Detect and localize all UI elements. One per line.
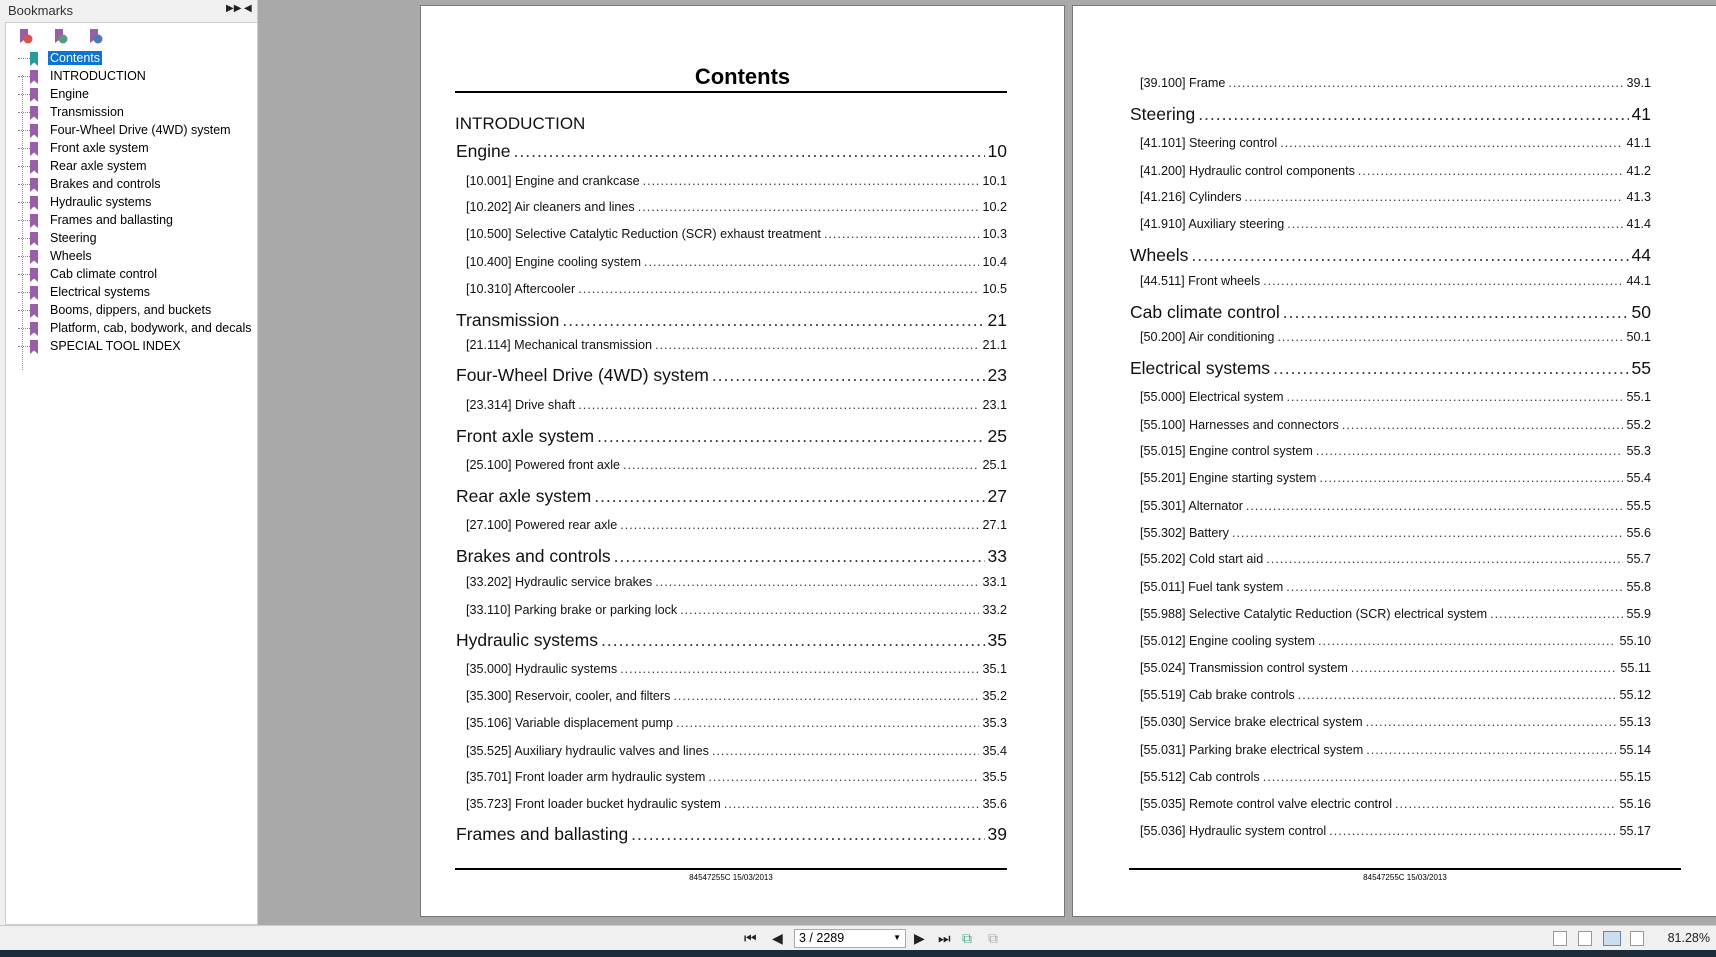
- toc-entry-title: [27.100] Powered rear axle: [466, 518, 618, 533]
- bookmark-item[interactable]: [6, 140, 256, 158]
- toc-entry-title: Hydraulic systems: [456, 630, 598, 651]
- toc-section[interactable]: [1140, 580, 1651, 594]
- leader-dots: [1277, 330, 1623, 344]
- toc-section[interactable]: [466, 689, 1007, 703]
- toc-page-number: 55.15: [1619, 770, 1651, 785]
- leader-dots: [1191, 245, 1628, 266]
- toc-page-number: 55.17: [1619, 823, 1651, 838]
- bookmark-item[interactable]: [6, 50, 256, 68]
- toc-section[interactable]: [1140, 499, 1651, 513]
- toc-section[interactable]: [1140, 164, 1651, 178]
- leader-dots: [1283, 302, 1629, 323]
- toc-page-number: 44: [1631, 245, 1651, 266]
- toc-entry-title: [41.200] Hydraulic control components: [1140, 163, 1355, 178]
- leader-dots: [1286, 580, 1623, 594]
- bookmark-icon: [30, 106, 38, 120]
- toc-entry-title: Frames and ballasting: [456, 824, 629, 845]
- first-page-button[interactable]: ⏮: [744, 930, 757, 946]
- toc-section[interactable]: [466, 200, 1007, 214]
- toc-page-number: 10.1: [982, 173, 1007, 188]
- toc-page-number: 27.1: [982, 518, 1007, 533]
- bookmark-label: Brakes and controls: [50, 177, 161, 191]
- expand-panel-icon[interactable]: ▶▶: [226, 3, 242, 14]
- toc-entry-title: Electrical systems: [1130, 357, 1271, 378]
- toc-chapter[interactable]: [1130, 302, 1651, 323]
- bookmark-icon: [30, 214, 38, 228]
- toc-page-number: 55.1: [1626, 390, 1651, 405]
- leader-dots: [1287, 217, 1623, 231]
- toc-entry-title: [35.000] Hydraulic systems: [466, 661, 618, 676]
- toc-section[interactable]: [1140, 274, 1651, 288]
- toc-section[interactable]: [1140, 552, 1651, 566]
- toc-page-number: 39: [987, 824, 1007, 845]
- leader-dots: [631, 824, 984, 845]
- leader-dots: [1232, 526, 1624, 540]
- bookmark-label: Engine: [50, 87, 89, 101]
- toc-page-number: 41.2: [1626, 163, 1651, 178]
- toc-entry-title: [55.011] Fuel tank system: [1140, 579, 1284, 594]
- toc-entry-title: [10.500] Selective Catalytic Reduction (SCR) exhaust treatment: [466, 227, 821, 242]
- bookmark-label: SPECIAL TOOL INDEX: [50, 339, 181, 353]
- bookmark-item[interactable]: [6, 230, 256, 248]
- bookmark-item[interactable]: [6, 284, 256, 302]
- toc-chapter[interactable]: [456, 141, 1007, 162]
- page-footer: 84547255C 15/03/2013: [689, 873, 773, 882]
- toc-page-number: 33.2: [982, 602, 1007, 617]
- last-page-button[interactable]: ⏭: [938, 930, 951, 946]
- leader-dots: [1329, 824, 1616, 838]
- toc-section[interactable]: [466, 227, 1007, 241]
- collapse-panel-icon[interactable]: ◀: [244, 3, 252, 14]
- bookmark-icon: [30, 340, 38, 354]
- toc-entry-title: [10.400] Engine cooling system: [466, 254, 642, 269]
- toc-page-number: 41.3: [1626, 190, 1651, 205]
- toc-section[interactable]: [1140, 76, 1651, 90]
- zoom-level[interactable]: 81.28%: [1667, 931, 1710, 945]
- bookmark-label: Four-Wheel Drive (4WD) system: [50, 123, 231, 137]
- toc-page-number: 35.2: [982, 689, 1007, 704]
- page-number-field[interactable]: [794, 929, 906, 948]
- toc-chapter[interactable]: [456, 365, 1007, 386]
- toc-entry-title: [41.101] Steering control: [1140, 136, 1278, 151]
- toc-section[interactable]: [466, 458, 1007, 472]
- toc-chapter[interactable]: [1130, 104, 1651, 125]
- toc-entry-title: Front axle system: [456, 425, 595, 446]
- leader-dots: [676, 716, 979, 730]
- bookmark-item[interactable]: [6, 338, 256, 356]
- toc-entry-title: [10.310] Aftercooler: [466, 282, 576, 297]
- toc-section[interactable]: [466, 255, 1007, 269]
- toc-section[interactable]: [466, 575, 1007, 589]
- pdf-page-right: [1072, 5, 1716, 917]
- leader-dots: [655, 575, 979, 589]
- toc-entry-title: Transmission: [456, 309, 560, 330]
- toc-page-number: 35: [987, 630, 1007, 651]
- bookmark-item[interactable]: [6, 158, 256, 176]
- delete-bookmark-icon[interactable]: [18, 29, 32, 45]
- bookmark-icon: [30, 52, 38, 66]
- toc-section[interactable]: [466, 518, 1007, 532]
- leader-dots: [680, 603, 979, 617]
- bookmarks-header: [0, 0, 257, 22]
- toc-entry-title: [35.525] Auxiliary hydraulic valves and lines: [466, 743, 709, 758]
- toc-section[interactable]: [1140, 797, 1651, 811]
- leader-dots: [1263, 274, 1623, 288]
- dropdown-arrow-icon[interactable]: ▼: [893, 933, 901, 942]
- toc-page-number: 55.5: [1626, 498, 1651, 513]
- toc-page-number: 55.9: [1626, 607, 1651, 622]
- leader-dots: [644, 255, 979, 269]
- toc-introduction[interactable]: INTRODUCTION: [455, 114, 586, 133]
- next-page-button[interactable]: ▶: [914, 930, 925, 946]
- toc-page-number: 55.6: [1626, 526, 1651, 541]
- toc-page-number: 55.11: [1620, 660, 1651, 675]
- toc-section[interactable]: [1140, 190, 1651, 204]
- bookmark-label: Cab climate control: [50, 267, 157, 281]
- toc-page-number: 41.1: [1626, 136, 1651, 151]
- toc-entry-title: [55.201] Engine starting system: [1140, 471, 1317, 486]
- bookmark-icon: [30, 178, 38, 192]
- toc-entry-title: Rear axle system: [456, 485, 592, 506]
- bookmark-icon: [30, 142, 38, 156]
- bookmark-icon: [30, 88, 38, 102]
- toc-page-number: 55.7: [1626, 552, 1651, 567]
- toc-entry-title: [33.110] Parking brake or parking lock: [466, 602, 678, 617]
- toc-chapter[interactable]: [456, 426, 1007, 447]
- toc-page-number: 10.4: [982, 254, 1007, 269]
- bookmark-label: Electrical systems: [50, 285, 151, 299]
- toc-page-number: 10.3: [982, 227, 1007, 242]
- bookmark-icon: [30, 124, 38, 138]
- previous-view-icon[interactable]: ⧉: [962, 930, 972, 946]
- toc-entry-title: Four-Wheel Drive (4WD) system: [456, 365, 709, 386]
- toc-page-number: 35.4: [982, 743, 1007, 758]
- toc-page-number: 21: [987, 309, 1007, 330]
- toc-entry-title: Engine: [456, 141, 511, 162]
- toc-section[interactable]: [1140, 330, 1651, 344]
- toc-chapter[interactable]: [456, 310, 1007, 331]
- leader-dots: [1246, 499, 1624, 513]
- toc-page-number: 35.1: [982, 661, 1007, 676]
- toc-entry-title: Steering: [1130, 103, 1196, 124]
- bookmark-label: Front axle system: [50, 141, 149, 155]
- bookmark-icon: [30, 70, 38, 84]
- toc-entry-title: [35.106] Variable displacement pump: [466, 716, 673, 731]
- toc-entry-title: [55.988] Selective Catalytic Reduction (SCR) electrical system: [1140, 607, 1488, 622]
- toc-section[interactable]: [1140, 688, 1651, 702]
- page-footer: 84547255C 15/03/2013: [1363, 873, 1447, 882]
- bookmark-tree: [5, 22, 258, 925]
- toc-section[interactable]: [466, 662, 1007, 676]
- leader-dots: [643, 174, 980, 188]
- bookmark-icon: [30, 322, 38, 336]
- toc-section[interactable]: [1140, 418, 1651, 432]
- facing-view-icon[interactable]: [1603, 931, 1621, 946]
- toc-page-number: 23.1: [982, 398, 1007, 413]
- leader-dots: [712, 365, 985, 386]
- bookmark-icon: [30, 196, 38, 210]
- bookmark-item[interactable]: [6, 86, 256, 104]
- title-rule: [455, 91, 1007, 93]
- toc-page-number: 50.1: [1626, 330, 1651, 345]
- bookmark-item[interactable]: [6, 248, 256, 266]
- leader-dots: [638, 200, 980, 214]
- bookmark-item[interactable]: [6, 212, 256, 230]
- bookmark-label: Transmission: [50, 105, 124, 119]
- toc-page-number: 33.1: [982, 575, 1007, 590]
- leader-dots: [514, 141, 985, 162]
- bookmark-icon: [30, 304, 38, 318]
- bookmark-item[interactable]: [6, 176, 256, 194]
- bookmark-label: Wheels: [50, 249, 92, 263]
- toc-page-number: 10.5: [982, 282, 1007, 297]
- toc-chapter[interactable]: [456, 486, 1007, 507]
- bookmark-icon: [30, 268, 38, 282]
- bookmark-label: Platform, cab, bodywork, and decals: [50, 321, 252, 335]
- leader-dots: [1490, 607, 1623, 621]
- toc-page-number: 41.4: [1626, 217, 1651, 232]
- leader-dots: [1245, 190, 1624, 204]
- toc-chapter[interactable]: [456, 630, 1007, 651]
- bookmark-label: Hydraulic systems: [50, 195, 152, 209]
- toc-entry-title: [35.300] Reservoir, cooler, and filters: [466, 689, 671, 704]
- bookmark-icon: [30, 250, 38, 264]
- toc-page-number: 21.1: [982, 337, 1007, 352]
- leader-dots: [1351, 661, 1618, 675]
- footer-rule: [1129, 868, 1681, 870]
- go-to-bookmark-icon[interactable]: [88, 29, 102, 45]
- toc-entry-title: [35.723] Front loader bucket hydraulic system: [466, 797, 721, 812]
- toc-page-number: 55.2: [1626, 417, 1651, 432]
- leader-dots: [708, 770, 979, 784]
- toc-page-number: 35.6: [982, 797, 1007, 812]
- toc-section[interactable]: [1140, 390, 1651, 404]
- footer-rule: [455, 868, 1007, 870]
- bookmark-label: Steering: [50, 231, 97, 245]
- toc-page-number: 50: [1631, 301, 1651, 322]
- toc-entry-title: [23.314] Drive shaft: [466, 398, 576, 413]
- bookmark-label: Contents: [50, 51, 101, 65]
- toc-page-number: 55.12: [1619, 688, 1651, 703]
- toc-entry-title: [10.001] Engine and crankcase: [466, 173, 640, 188]
- leader-dots: [1358, 164, 1624, 178]
- toc-section[interactable]: [1140, 824, 1651, 838]
- previous-page-button[interactable]: ◀: [772, 930, 783, 946]
- toc-entry-title: [55.031] Parking brake electrical system: [1140, 742, 1364, 757]
- leader-dots: [655, 338, 980, 352]
- toc-page-number: 35.3: [982, 716, 1007, 731]
- leader-dots: [1228, 76, 1623, 90]
- toc-section[interactable]: [1140, 217, 1651, 231]
- taskbar: [0, 950, 1716, 957]
- leader-dots: [1298, 688, 1617, 702]
- toc-entry-title: [10.202] Air cleaners and lines: [466, 199, 635, 214]
- toc-page-number: 33: [987, 546, 1007, 567]
- leader-dots: [1342, 418, 1624, 432]
- toc-chapter[interactable]: [1130, 358, 1651, 379]
- pdf-page-left: [420, 5, 1065, 917]
- toc-section[interactable]: [1140, 661, 1651, 675]
- bookmark-icon: [30, 232, 38, 246]
- leader-dots: [1395, 797, 1616, 811]
- toc-page-number: 55.16: [1619, 797, 1651, 812]
- toc-entry-title: [50.200] Air conditioning: [1140, 330, 1275, 345]
- continuous-facing-view-icon[interactable]: [1630, 931, 1644, 946]
- toc-entry-title: [35.701] Front loader arm hydraulic system: [466, 770, 706, 785]
- toc-section[interactable]: [1140, 526, 1651, 540]
- toc-page-number: 55: [1631, 357, 1651, 378]
- leader-dots: [1319, 471, 1623, 485]
- toc-entry-title: [41.216] Cylinders: [1140, 190, 1242, 205]
- toc-section[interactable]: [1140, 715, 1651, 729]
- bookmark-icon: [30, 160, 38, 174]
- bookmarks-panel: [0, 0, 258, 925]
- leader-dots: [1266, 552, 1623, 566]
- toc-entry-title: [21.114] Mechanical transmission: [466, 337, 652, 352]
- toc-page-number: 55.8: [1626, 579, 1651, 594]
- bookmark-item[interactable]: [6, 104, 256, 122]
- toc-section[interactable]: [1140, 607, 1651, 621]
- contents-title: Contents: [694, 64, 791, 89]
- leader-dots: [597, 426, 984, 447]
- toc-section[interactable]: [1140, 743, 1651, 757]
- toc-chapter[interactable]: [1130, 245, 1651, 266]
- toc-entry-title: [55.512] Cab controls: [1140, 770, 1260, 785]
- toc-chapter[interactable]: [456, 824, 1007, 845]
- leader-dots: [1316, 444, 1624, 458]
- toc-entry-title: [25.100] Powered front axle: [466, 458, 621, 473]
- toc-entry-title: [39.100] Frame: [1140, 76, 1226, 91]
- toc-page-number: 55.4: [1626, 471, 1651, 486]
- toc-section[interactable]: [466, 282, 1007, 296]
- bookmark-item[interactable]: [6, 266, 256, 284]
- toc-section[interactable]: [466, 797, 1007, 811]
- toc-page-number: 55.3: [1626, 443, 1651, 458]
- leader-dots: [620, 518, 979, 532]
- leader-dots: [620, 662, 979, 676]
- leader-dots: [824, 227, 980, 241]
- toc-section[interactable]: [466, 174, 1007, 188]
- toc-entry-title: Cab climate control: [1130, 301, 1280, 322]
- bookmarks-title: Bookmarks: [8, 3, 74, 18]
- bookmark-label: Frames and ballasting: [50, 213, 173, 227]
- toc-section[interactable]: [466, 716, 1007, 730]
- toc-entry-title: [55.012] Engine cooling system: [1140, 634, 1316, 649]
- toc-chapter[interactable]: [456, 546, 1007, 567]
- leader-dots: [1318, 634, 1616, 648]
- toc-entry-title: [55.301] Alternator: [1140, 498, 1243, 513]
- toc-entry-title: [33.202] Hydraulic service brakes: [466, 575, 653, 590]
- leader-dots: [594, 486, 984, 507]
- bookmark-item[interactable]: [6, 68, 256, 86]
- leader-dots: [712, 744, 980, 758]
- next-view-icon[interactable]: ⧉: [988, 930, 998, 946]
- continuous-view-icon[interactable]: [1578, 931, 1592, 946]
- toc-page-number: 27: [987, 485, 1007, 506]
- toc-entry-title: Wheels: [1130, 245, 1189, 266]
- toc-entry-title: [55.036] Hydraulic system control: [1140, 823, 1327, 838]
- leader-dots: [673, 689, 979, 703]
- single-page-view-icon[interactable]: [1553, 931, 1567, 946]
- leader-dots: [1263, 770, 1617, 784]
- toc-section[interactable]: [466, 770, 1007, 784]
- toc-section[interactable]: [1140, 770, 1651, 784]
- add-bookmark-icon[interactable]: [53, 29, 67, 45]
- leader-dots: [623, 458, 979, 472]
- toc-page-number: 55.14: [1619, 742, 1651, 757]
- toc-entry-title: [55.100] Harnesses and connectors: [1140, 417, 1339, 432]
- leader-dots: [1287, 390, 1624, 404]
- toc-page-number: 10: [987, 141, 1007, 162]
- toc-entry-title: [55.519] Cab brake controls: [1140, 688, 1295, 703]
- toc-entry-title: [55.202] Cold start aid: [1140, 552, 1264, 567]
- leader-dots: [562, 310, 984, 331]
- toc-page-number: 35.5: [982, 770, 1007, 785]
- bookmark-icon: [30, 286, 38, 300]
- toc-entry-title: [55.015] Engine control system: [1140, 443, 1313, 458]
- toc-entry-title: [55.035] Remote control valve electric control: [1140, 797, 1392, 812]
- leader-dots: [601, 630, 985, 651]
- toc-section[interactable]: [1140, 634, 1651, 648]
- leader-dots: [1273, 358, 1629, 379]
- leader-dots: [1280, 136, 1623, 150]
- toc-section[interactable]: [1140, 136, 1651, 150]
- toc-entry-title: [41.910] Auxiliary steering: [1140, 217, 1285, 232]
- bookmark-item[interactable]: [6, 302, 256, 320]
- bookmark-item[interactable]: [6, 194, 256, 212]
- toc-section[interactable]: [466, 744, 1007, 758]
- toc-section[interactable]: [1140, 471, 1651, 485]
- leader-dots: [614, 546, 985, 567]
- page-number-value: 3 / 2289: [799, 931, 845, 945]
- toc-section[interactable]: [466, 603, 1007, 617]
- toc-page-number: 41: [1631, 103, 1651, 124]
- toc-entry-title: [55.000] Electrical system: [1140, 390, 1284, 405]
- toc-page-number: 25: [987, 425, 1007, 446]
- toc-entry-title: [55.302] Battery: [1140, 526, 1229, 541]
- bookmark-item[interactable]: [6, 122, 256, 140]
- toc-entry-title: [55.030] Service brake electrical system: [1140, 715, 1363, 730]
- leader-dots: [578, 398, 979, 412]
- leader-dots: [1366, 715, 1617, 729]
- leader-dots: [1366, 743, 1616, 757]
- leader-dots: [578, 282, 979, 296]
- toc-page-number: 44.1: [1626, 274, 1651, 289]
- navigation-toolbar: [0, 925, 1716, 950]
- toc-page-number: 55.10: [1619, 634, 1651, 649]
- toc-entry-title: Brakes and controls: [456, 546, 611, 567]
- toc-page-number: 55.13: [1619, 715, 1651, 730]
- toc-section[interactable]: [466, 338, 1007, 352]
- toc-entry-title: [55.024] Transmission control system: [1140, 660, 1348, 675]
- bookmark-label: Booms, dippers, and buckets: [50, 303, 212, 317]
- toc-page-number: 39.1: [1626, 76, 1651, 91]
- toc-page-number: 25.1: [982, 458, 1007, 473]
- toc-entry-title: [44.511] Front wheels: [1140, 274, 1261, 289]
- bookmark-label: Rear axle system: [50, 159, 147, 173]
- toc-page-number: 23: [987, 365, 1007, 386]
- toc-section[interactable]: [1140, 444, 1651, 458]
- bookmark-label: INTRODUCTION: [50, 69, 146, 83]
- bookmark-item[interactable]: [6, 320, 256, 338]
- leader-dots: [1198, 104, 1628, 125]
- toc-page-number: 10.2: [982, 199, 1007, 214]
- toc-section[interactable]: [466, 398, 1007, 412]
- leader-dots: [724, 797, 980, 811]
